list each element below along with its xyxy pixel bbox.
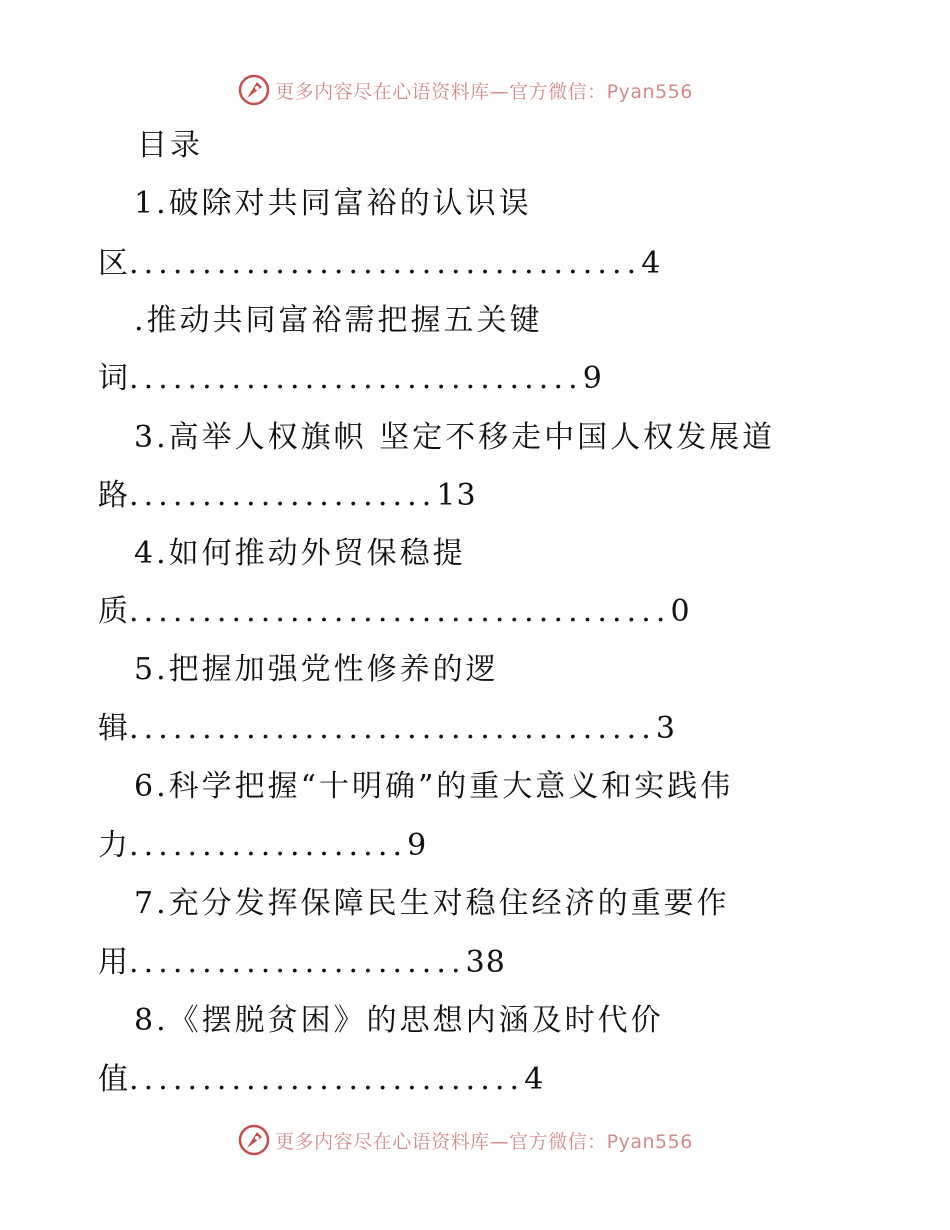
watermark-text: 更多内容尽在心语资料库—官方微信：Pyan556 bbox=[275, 80, 693, 103]
toc-entry-6-tail: 力 bbox=[98, 828, 129, 863]
pen-nib-circle-icon bbox=[237, 1123, 271, 1157]
footer-watermark bbox=[0, 1120, 950, 1160]
toc-entry-8-page: 4 bbox=[524, 1062, 545, 1097]
toc-entry-5-leader-line bbox=[98, 705, 676, 753]
header-watermark bbox=[0, 70, 950, 110]
toc-entry-4-page: 0 bbox=[670, 594, 691, 629]
toc-entry-3-title: 3.高举人权旗帜 坚定不移走中国人权发展道 bbox=[134, 420, 776, 455]
toc-entry-6-dots: ................... bbox=[129, 828, 408, 863]
toc-entry-1-leader-line bbox=[98, 240, 661, 288]
toc-entry-7-dots: ....................... bbox=[129, 945, 466, 980]
toc-entry-7-leader-line bbox=[98, 939, 506, 987]
toc-entry-2-title: .推动共同富裕需把握五关键 bbox=[134, 303, 543, 338]
toc-entry-7-tail: 用 bbox=[98, 945, 129, 980]
toc-entry-4-title: 4.如何推动外贸保稳提 bbox=[134, 536, 466, 571]
toc-entry-3-tail: 路 bbox=[98, 478, 129, 513]
toc-entry-5-tail: 辑 bbox=[98, 711, 129, 746]
toc-entry-8-dots: ........................... bbox=[129, 1062, 525, 1097]
toc-entry-1-tail: 区 bbox=[98, 246, 129, 281]
toc-entry-2-tail: 词 bbox=[98, 361, 129, 396]
toc-entry-5-title: 5.把握加强党性修养的逻 bbox=[134, 652, 499, 687]
toc-entry-1-title: 1.破除对共同富裕的认识误 bbox=[134, 186, 532, 221]
toc-entry-3-leader-line bbox=[98, 472, 477, 520]
toc-entry-8-title: 8.《摆脱贫困》的思想内涵及时代价 bbox=[134, 1003, 664, 1038]
toc-entry-4-leader-line bbox=[98, 588, 691, 636]
toc-entry-2-leader-line bbox=[98, 355, 603, 403]
toc-entry-1-page: 4 bbox=[641, 246, 662, 281]
toc-entry-6-leader-line bbox=[98, 822, 427, 870]
toc-entry-6-title: 6.科学把握“十明确”的重大意义和实践伟 bbox=[134, 769, 734, 804]
toc-entry-8-leader-line bbox=[98, 1056, 544, 1104]
toc-entry-4-tail: 质 bbox=[98, 594, 129, 629]
toc-entry-3-dots: ..................... bbox=[129, 478, 437, 513]
toc-entry-5-page: 3 bbox=[655, 711, 676, 746]
toc-heading: 目录 bbox=[137, 128, 203, 163]
toc-entry-4-dots: ..................................... bbox=[129, 594, 671, 629]
toc-entry-1-dots: ................................... bbox=[129, 246, 642, 281]
toc-entry-2-dots: ............................... bbox=[129, 361, 583, 396]
toc-entry-2-page: 9 bbox=[582, 361, 603, 396]
toc-entry-6-page: 9 bbox=[407, 828, 428, 863]
toc-entry-7-title: 7.充分发挥保障民生对稳住经济的重要作 bbox=[134, 886, 730, 921]
toc-entry-3-page: 13 bbox=[436, 478, 477, 513]
pen-nib-circle-icon bbox=[237, 73, 271, 107]
watermark-text: 更多内容尽在心语资料库—官方微信：Pyan556 bbox=[275, 1130, 693, 1153]
toc-entry-7-page: 38 bbox=[465, 945, 506, 980]
toc-entry-8-tail: 值 bbox=[98, 1062, 129, 1097]
toc-entry-5-dots: .................................... bbox=[129, 711, 656, 746]
